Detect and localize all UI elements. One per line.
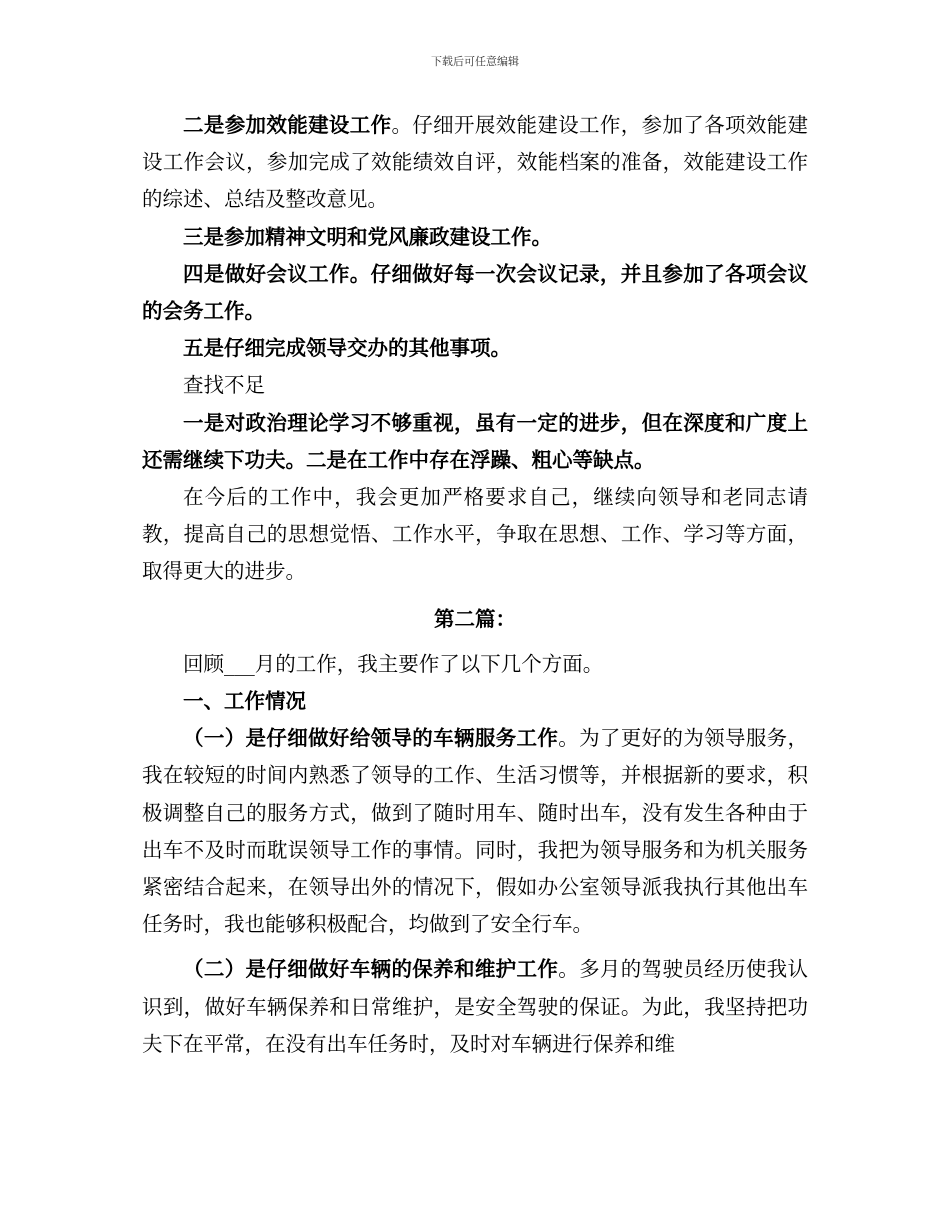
paragraph-meetings: 四是做好会议工作。仔细做好每一次会议记录，并且参加了各项会议的会务工作。 [142,261,808,324]
paragraph-civilization: 三是参加精神文明和党风廉政建设工作。 [183,224,552,249]
paragraph-efficiency [142,107,808,219]
paragraph-future: 在今后的工作中，我会更加严格要求自己，继续向领导和老同志请教，提高自己的思想觉悟、工作水平，争取在思想、工作、学习等方面，取得更大的进步。 [142,485,808,584]
paragraph-vehicle-maintenance-heading: （二）是仔细做好车辆的保养和维护工作 [183,957,559,982]
heading-shortcomings: 查找不足 [183,373,265,398]
paragraph-vehicle-service-heading: （一）是仔细做好给领导的车辆服务工作 [183,726,559,751]
paragraph-review: 回顾___月的工作，我主要作了以下几个方面。 [183,651,604,676]
paragraph-vehicle-maintenance-text: 。多月的驾驶员经历使我认识到，做好车辆保养和日常维护，是安全驾驶的保证。为此，我坚持把功夫下在平常，在没有出车任务时，及时对车辆进行保养和维 [142,957,809,1056]
paragraph-efficiency-text: 。仔细开展效能建设工作，参加了各项效能建设工作会议，参加完成了效能绩效自评，效能档案的准备，效能建设工作的综述、总结及整改意见。 [142,113,809,212]
paragraph-vehicle-service [142,720,808,943]
page-header-note: 下载后可任意编辑 [431,55,519,68]
paragraph-vehicle-maintenance [142,951,808,1063]
paragraph-shortcomings: 一是对政治理论学习不够重视，虽有一定的进步，但在深度和广度上还需继续下功夫。二是在工作中存在浮躁、粗心等缺点。 [142,410,808,472]
document-body [142,107,808,1063]
paragraph-other-tasks: 五是仔细完成领导交办的其他事项。 [183,336,511,361]
paragraph-efficiency-heading: 二是参加效能建设工作 [183,113,392,137]
paragraph-vehicle-service-text: 。为了更好的为领导服务，我在较短的时间内熟悉了领导的工作、生活习惯等，并根据新的要求，积极调整自己的服务方式，做到了随时用车、随时出车，没有发生各种由于出车不及时而耽误领导工作的事情。同时，我把为领导服务和为机关服务紧密结合起来，在领导出外的情况下，假如办公室领导派我执行其他出车任务时，我也能够积极配合，均做到了安全行车。 [142,726,809,937]
section-title: 第二篇： [434,606,516,631]
heading-work-status: 一、工作情况 [183,689,306,714]
